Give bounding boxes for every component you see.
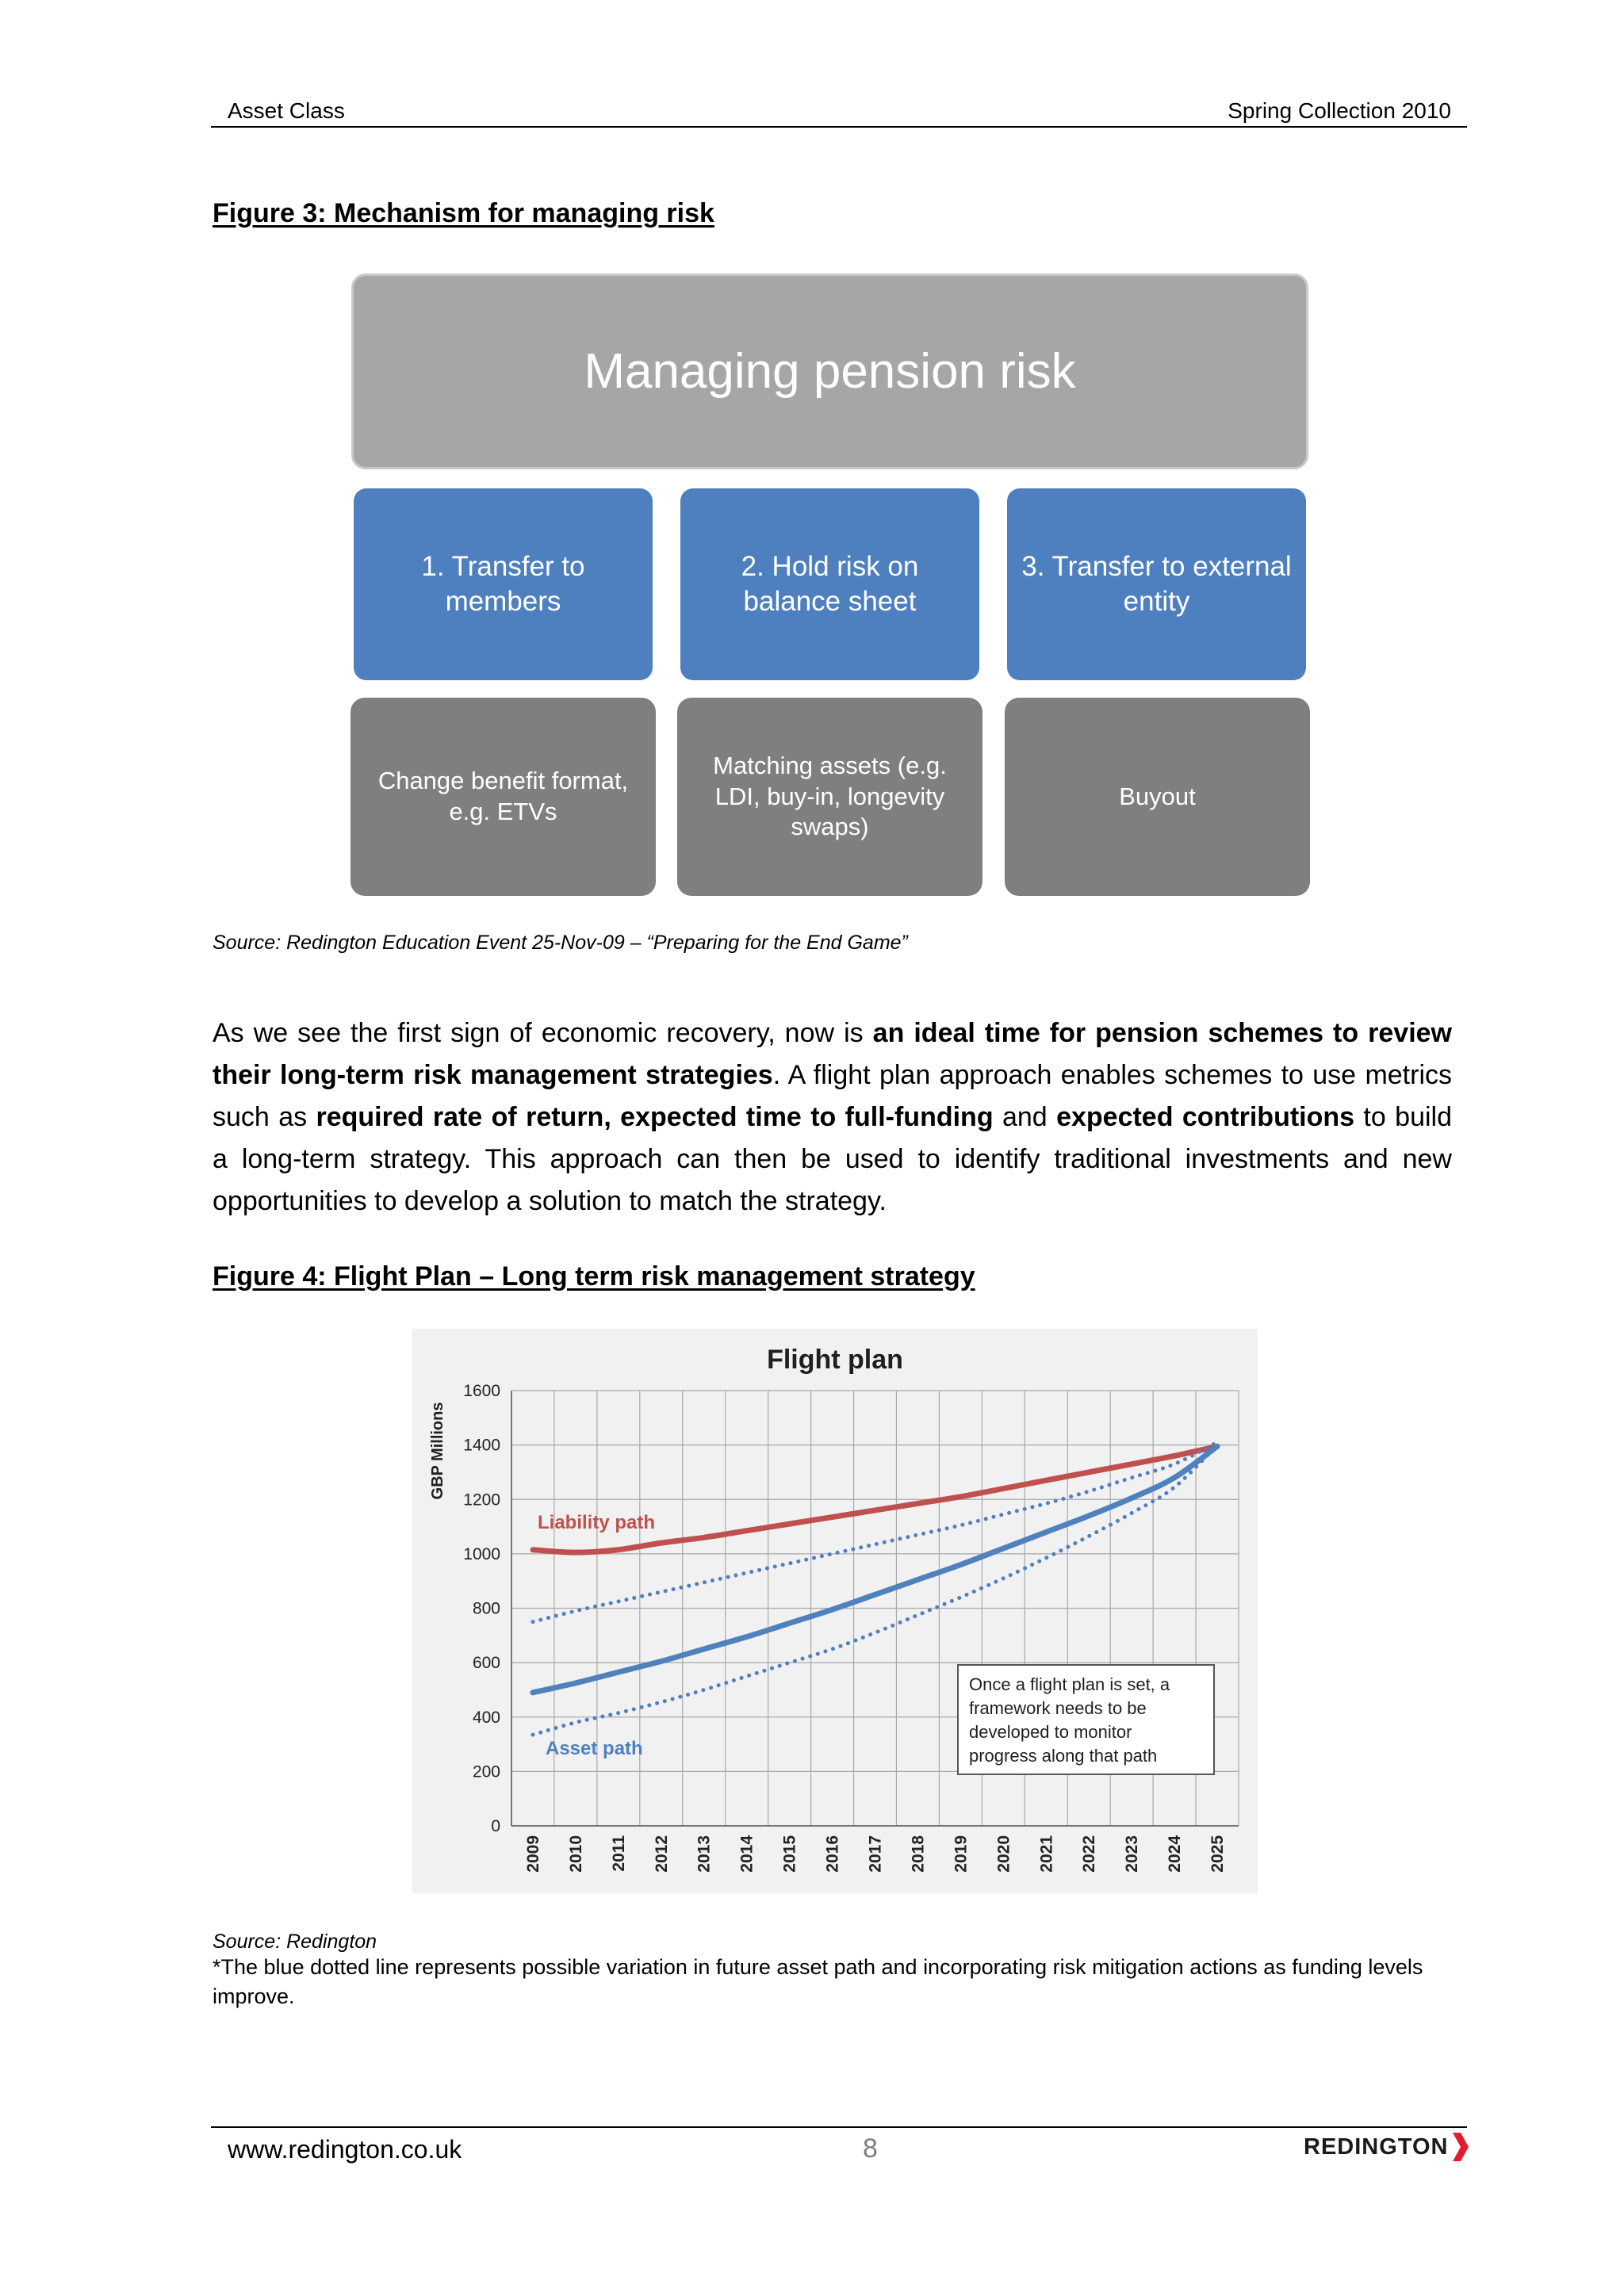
figure3-source: Source: Redington Education Event 25-Nov-09 – “Preparing for the End Game” xyxy=(213,932,908,954)
page-number: 8 xyxy=(863,2133,878,2164)
figure3-title: Figure 3: Mechanism for managing risk xyxy=(213,198,714,228)
x-tick-label: 2010 xyxy=(566,1835,585,1873)
x-tick-label: 2012 xyxy=(652,1835,671,1873)
x-tick-label: 2020 xyxy=(994,1835,1013,1873)
x-tick-label: 2023 xyxy=(1123,1835,1142,1873)
y-tick-label: 1400 xyxy=(463,1436,500,1455)
annotation-line-3: developed to monitor xyxy=(969,1722,1132,1742)
liability-path-label: Liability path xyxy=(538,1512,656,1533)
y-tick-label: 0 xyxy=(491,1817,500,1835)
annotation-line-2: framework needs to be xyxy=(969,1698,1147,1718)
header-rule xyxy=(211,126,1467,128)
y-tick-label: 600 xyxy=(472,1654,500,1673)
y-tick-label: 1000 xyxy=(463,1544,500,1563)
x-tick-label: 2021 xyxy=(1037,1835,1056,1873)
diagram-detail-1-box: Change benefit format, e.g. ETVs xyxy=(350,698,656,896)
flight-plan-chart xyxy=(412,1329,1258,1893)
y-tick-label: 800 xyxy=(472,1599,500,1618)
y-tick-label: 200 xyxy=(472,1762,500,1781)
header-left-text: Asset Class xyxy=(228,98,345,123)
body-paragraph: As we see the first sign of economic recovery, now is an ideal time for pension schemes to review their long-term risk management strategies. A flight plan approach enables schemes to use metrics such as required rate of return, expected time to full-funding and expected contributions to build a long-term strategy. This approach can then be used to identify traditional investments and new opportunities to develop a solution to match the strategy. xyxy=(213,1018,1452,1216)
x-tick-label: 2016 xyxy=(823,1835,842,1873)
diagram-top-box: Managing pension risk xyxy=(351,274,1308,469)
footer-url: www.redington.co.uk xyxy=(228,2135,462,2164)
x-tick-label: 2024 xyxy=(1166,1835,1185,1873)
x-tick-label: 2013 xyxy=(695,1835,714,1873)
y-tick-label: 1600 xyxy=(463,1382,500,1400)
y-tick-label: 400 xyxy=(472,1708,500,1727)
x-tick-label: 2014 xyxy=(737,1835,756,1873)
x-tick-label: 2011 xyxy=(609,1835,628,1872)
footer-rule xyxy=(211,2126,1467,2128)
diagram-option-1-box: 1. Transfer to members xyxy=(354,488,653,680)
x-tick-label: 2017 xyxy=(866,1835,885,1873)
annotation-line-4: progress along that path xyxy=(969,1746,1158,1766)
annotation-box xyxy=(958,1665,1214,1774)
asset-path-label: Asset path xyxy=(546,1738,643,1759)
logo-chevron-icon xyxy=(1451,2133,1469,2161)
chart-svg xyxy=(412,1329,1258,1893)
diagram-option-2-box: 2. Hold risk on balance sheet xyxy=(680,488,979,680)
logo-text: REDINGTON xyxy=(1304,2133,1449,2160)
x-tick-label: 2019 xyxy=(952,1835,971,1873)
chart-title: Flight plan xyxy=(767,1345,903,1375)
y-tick-label: 1200 xyxy=(463,1490,500,1510)
diagram-detail-2-box: Matching assets (e.g. LDI, buy-in, longevity swaps) xyxy=(677,698,982,896)
x-tick-label: 2018 xyxy=(909,1835,928,1873)
diagram-option-3-box: 3. Transfer to external entity xyxy=(1007,488,1306,680)
annotation-line-1: Once a flight plan is set, a xyxy=(969,1674,1170,1694)
diagram-detail-3-box: Buyout xyxy=(1005,698,1310,896)
figure4-note: *The blue dotted line represents possible variation in future asset path and incorporating risk mitigation actions as funding levels improve. xyxy=(213,1955,1423,2008)
figure4-title: Figure 4: Flight Plan – Long term risk management strategy xyxy=(213,1261,975,1292)
x-tick-label: 2025 xyxy=(1208,1835,1228,1873)
redington-logo xyxy=(1304,2133,1469,2161)
y-axis-label: GBP Millions xyxy=(429,1402,446,1500)
header-right-text: Spring Collection 2010 xyxy=(1228,98,1451,123)
x-tick-label: 2015 xyxy=(780,1835,799,1873)
x-tick-label: 2009 xyxy=(523,1835,542,1873)
x-tick-label: 2022 xyxy=(1080,1835,1099,1873)
figure4-source: Source: Redington xyxy=(213,1931,377,1953)
